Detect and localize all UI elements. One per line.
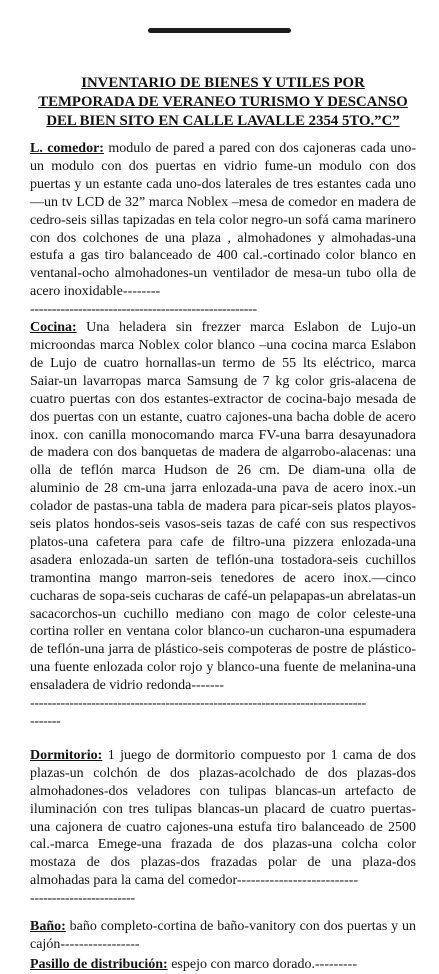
status-bar [0,0,439,44]
section-bano [30,918,416,954]
section-label-living-comedor: L. comedor: [30,141,104,156]
section-text-dormitorio: 1 juego de dormitorio compuesto por 1 cama de dos plazas-un colchón de dos plazas-acolchado de dos plazas-dos almohadones-dos veladores con tulipas blancas-un artefacto de iluminación con tres tulipas blancas-un placard de cuatro puertas-una cajonera de cuatro cajones-una estufa tiro balanceado de 2500 cal.-marca Emege-una frazada de dos plazas-una colcha color mostaza de dos plazas-dos frazadas polar de una plaza-dos almohadas para la cama del comedor-------------------------- [30,747,417,889]
section-cocina [30,319,416,731]
document-page [30,74,416,974]
section-text-cocina: Una heladera sin frezzer marca Eslabon de Lujo-un microondas marca Noblex color blanco –una cocina marca Eslabon de Lujo de cuatro hornallas-un termo de 55 lts eléctrico, marca Saiar-un lavarropas marca Samsung de 7 kg color gris-alacena de cuatro puertas con dos estantes-extractor de cocina-bajo mesada de dos puertas con un estante, cuatro cajones-una bacha doble de acero inox. con canilla monocomando marca FV-una barra desayunadora de madera con dos banquetas de madera de algarrobo-alacenas: una olla de teflón marca Hudson de 26 cm. De diam-una olla de aluminio de 28 cm-una jarra enlozada-una pava de acero inox.-un colador de pastas-una tabla de madera para picar-seis platos playos-seis platos hondos-seis vasos-seis tazas de café con sus respectivos platos-una cafetera para cafe de filtro-una pizzera enlozada-una asadera enlozada-un sarten de teflón-una tostadora-seis cuchillos tramontina mango marron-seis tenedores de acero inox.—cinco cucharas de sopa-seis cucharas de café-un pelapapas-un abrelatas-un sacacorchos-un cuchillo mediano con mago de color celeste-una cortina roller en ventana color blanco-un cucharon-una espumadera de teflón-una jarra de plástico-seis compoteras de postre de plástico-una fuente enlozada color rojo y blanco-una fuente de melanina-una ensaladera de vidrio redonda------- [30,320,417,694]
section-label-dormitorio: Dormitorio: [30,747,103,763]
dash-rule: ----------------------------------------------------------------------------- [30,696,366,712]
section-living-comedor [30,140,416,319]
dash-rule: ---------------------------------------------------- [30,302,257,318]
section-text-living-comedor: modulo de pared a pared con dos cajoneras cada uno-un modulo con dos puertas en vidrio fume-un modulo con dos puertas y un estante cada uno-dos laterales de tres estantes cada uno—un tv LCD de 32” marca Noblex –mesa de comedor en madera de cedro-seis sillas tapizadas en tela color negro-un sofá cama marinero con dos colchones de una plaza , almohadones y almohadas-una estufa a gas tiro balanceado de 400 cal.-cortinado color blanco en ventanal-ocho almohadones-un ventilador de mesa-un tubo olla de acero inoxidable-------- [30,141,417,300]
section-label-pasillo: Pasillo de distribución: [30,956,168,972]
home-indicator[interactable] [148,28,291,33]
section-dormitorio [30,747,416,908]
section-pasillo [30,956,416,974]
document-title: INVENTARIO DE BIENES Y UTILES POR TEMPORADA DE VERANEO TURISMO Y DESCANSO DEL BIEN SITO EN CALLE LAVALLE 2354 5TO.”C” [38,75,408,129]
section-text-pasillo: espejo con marco dorado.--------- [171,956,357,972]
dash-rule-short: ------- [30,714,61,729]
section-label-cocina: Cocina: [30,320,77,336]
section-label-bano: Baño: [30,919,66,935]
dash-rule: ------------------------ [30,891,135,907]
section-text-bano: baño completo-cortina de baño-vanitory con dos puertas y un cajón----------------- [30,919,416,952]
